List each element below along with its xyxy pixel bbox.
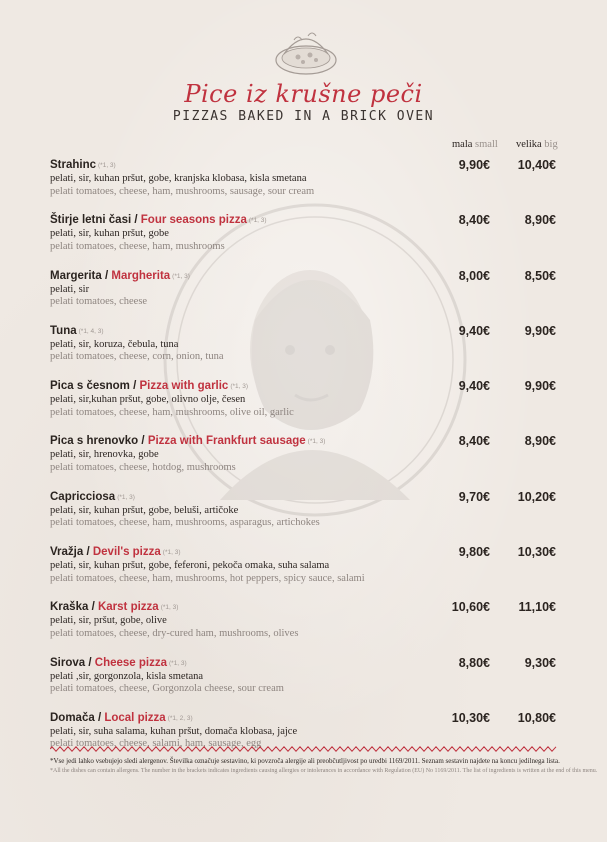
item-ingredients-si: pelati, sir, suha salama, kuhan pršut, domača klobasa, jajce — [50, 725, 298, 737]
item-price-big: 10,20€ — [517, 489, 556, 504]
item-name-si: Pica s hrenovko — [50, 435, 139, 448]
item-name-line: Margerita / Margherita (*1, 3) — [50, 269, 190, 282]
item-name-si: Kraška — [50, 601, 89, 614]
item-allergens: (*1, 3) — [160, 604, 179, 612]
item-allergens: (*1, 3) — [162, 549, 181, 557]
item-name-si: Margerita — [50, 269, 102, 282]
item-name-line: Pica s česnom / Pizza with garlic (*1, 3) — [50, 380, 249, 393]
pizza-logo-icon — [272, 20, 340, 82]
page-title: Pice iz krušne peči — [184, 80, 423, 108]
item-ingredients-en: pelati tomatoes, cheese, ham, mushrooms — [50, 240, 225, 252]
item-ingredients-en: pelati tomatoes, cheese, ham, mushrooms, hot peppers, spicy sauce, salami — [50, 572, 365, 584]
item-price-big: 11,10€ — [518, 600, 556, 615]
item-name-si: Sirova — [50, 656, 86, 669]
item-ingredients-en: pelati tomatoes, cheese, ham, mushrooms, olive oil, garlic — [50, 406, 294, 418]
item-price-big: 10,30€ — [517, 545, 556, 560]
item-price-small: 9,40€ — [458, 323, 490, 338]
item-name-si: Vražja — [50, 546, 84, 559]
footnote-en: *All the dishes can contain allergens. The number in the brackets indicates ingredients causing allergies or intolerances in accordance with Regulation (EU) No 1169/2011. The list of ingredients is written at the end of this menu. — [50, 767, 598, 774]
item-name-line: Štirje letni časi / Four seasons pizza (*1, 3) — [50, 214, 267, 227]
item-allergens: (*1, 3) — [172, 272, 190, 280]
menu-item — [50, 656, 560, 711]
item-ingredients-en: pelati tomatoes, cheese, ham, mushrooms, asparagus, artichokes — [50, 517, 320, 529]
column-header-small-en: small — [475, 139, 498, 150]
item-price-small: 8,40€ — [458, 434, 490, 449]
item-price-small: 9,90€ — [458, 158, 490, 172]
menu-item — [50, 434, 560, 489]
menu-item — [50, 213, 560, 268]
footnote-si: *Vse jedi lahko vsebujejo sledi alergenov. Številka označuje sestavino, ki povzroča alergije ali preobčutljivost po uredbi 1169/2011. Seznam sestavin najdete na koncu jedilnega lista. — [50, 757, 560, 765]
item-price-big: 9,90€ — [524, 323, 556, 338]
item-allergens: (*1, 3) — [169, 659, 187, 667]
item-ingredients-si: pelati, sir — [50, 283, 90, 295]
item-allergens: (*1, 3) — [230, 383, 249, 391]
item-ingredients-si: pelati, sir, kuhan pršut, gobe — [50, 228, 169, 240]
menu-item-list — [50, 158, 560, 766]
menu-item — [50, 158, 560, 213]
item-ingredients-si: pelati, sir, kuhan pršut, gobe, beluši, artičoke — [50, 504, 239, 516]
menu-item — [50, 379, 560, 434]
item-name-en: Pizza with garlic — [139, 380, 229, 393]
item-ingredients-si: pelati, sir, kuhan pršut, gobe, feferoni, pekoča omaka, suha salama — [50, 560, 330, 572]
item-name-line: Vražja / Devil's pizza (*1, 3) — [50, 546, 181, 559]
item-ingredients-en: pelati tomatoes, cheese — [50, 296, 148, 308]
item-name-en: Karst pizza — [97, 601, 159, 614]
wavy-divider — [50, 746, 557, 752]
item-ingredients-en: pelati tomatoes, cheese, Gorgonzola cheese, sour cream — [50, 683, 284, 695]
allergen-footnote — [50, 757, 598, 776]
item-name-en: Pizza with Frankfurt sausage — [147, 435, 306, 448]
item-name-en: Devil's pizza — [92, 546, 161, 559]
item-ingredients-en: pelati tomatoes, cheese, ham, mushrooms, sausage, sour cream — [50, 185, 315, 197]
item-price-big: 8,90€ — [524, 213, 556, 228]
item-ingredients-en: pelati tomatoes, cheese, corn, onion, tuna — [50, 351, 224, 363]
item-name-line: Sirova / Cheese pizza (*1, 3) — [50, 656, 187, 669]
item-price-big: 10,40€ — [517, 158, 556, 172]
item-name-si: Strahinc — [50, 159, 97, 171]
item-name-si: Tuna — [50, 324, 77, 337]
item-name-en: Local pizza — [104, 711, 166, 724]
item-allergens: (*1, 3) — [117, 493, 135, 501]
item-allergens: (*1, 3) — [307, 438, 326, 446]
item-price-small: 8,00€ — [458, 268, 490, 283]
item-name-en: Four seasons pizza — [140, 214, 247, 227]
item-price-small: 8,40€ — [458, 213, 490, 228]
item-price-big: 10,80€ — [517, 710, 556, 725]
item-price-big: 8,50€ — [524, 268, 556, 283]
item-ingredients-si: pelati, sir, koruza, čebula, tuna — [50, 338, 179, 350]
column-header-small — [452, 139, 498, 150]
item-price-big: 9,90€ — [524, 379, 556, 394]
item-price-small: 10,30€ — [451, 710, 490, 725]
menu-item — [50, 490, 560, 545]
item-name-line: Domača / Local pizza (*1, 2, 3) — [50, 711, 193, 724]
item-allergens: (*1, 2, 3) — [167, 714, 193, 722]
item-name-si: Capricciosa — [50, 490, 116, 503]
item-name-en: Margherita — [111, 269, 171, 282]
item-ingredients-si: pelati, sir, hrenovka, gobe — [50, 449, 159, 461]
item-name-line: Kraška / Karst pizza (*1, 3) — [50, 601, 179, 614]
item-allergens: (*1, 4, 3) — [78, 327, 104, 335]
menu-item — [50, 545, 560, 600]
column-header-big-si: velika — [516, 139, 542, 150]
item-price-small: 9,40€ — [458, 379, 490, 394]
item-ingredients-en: pelati tomatoes, cheese, dry-cured ham, mushrooms, olives — [50, 627, 299, 639]
item-price-small: 9,70€ — [458, 489, 490, 504]
item-ingredients-si: pelati, sir, pršut, gobe, olive — [50, 615, 167, 627]
item-price-small: 10,60€ — [451, 600, 490, 615]
item-price-big: 8,90€ — [524, 434, 556, 449]
item-ingredients-si: pelati ,sir, gorgonzola, kisla smetana — [50, 670, 204, 682]
item-ingredients-en: pelati tomatoes, cheese, hotdog, mushrooms — [50, 461, 236, 473]
menu-item — [50, 324, 560, 379]
item-ingredients-si: pelati, sir,kuhan pršut, gobe, olivno olje, česen — [50, 394, 246, 406]
item-price-small: 8,80€ — [458, 655, 490, 670]
item-price-big: 9,30€ — [524, 655, 556, 670]
item-name-line: Pica s hrenovko / Pizza with Frankfurt sausage (*1, 3) — [50, 435, 326, 448]
item-name-si: Štirje letni časi — [50, 214, 132, 227]
item-price-small: 9,80€ — [458, 545, 490, 560]
item-allergens: (*1, 3) — [248, 217, 267, 225]
menu-item — [50, 600, 560, 655]
menu-item — [50, 269, 560, 324]
item-name-en: Cheese pizza — [94, 656, 167, 669]
item-ingredients-si: pelati, sir, kuhan pršut, gobe, kranjska klobasa, kisla smetana — [50, 173, 307, 184]
column-header-small-si: mala — [452, 139, 473, 150]
page-subtitle: PIZZAS BAKED IN A BRICK OVEN — [172, 109, 435, 124]
column-header-big — [516, 139, 558, 150]
item-name-si: Pica s česnom — [50, 380, 130, 393]
item-ingredients-en: pelati tomatoes, cheese, salami, ham, sausage, egg — [50, 738, 262, 750]
column-header-big-en: big — [544, 139, 558, 150]
item-name-si: Domača — [50, 711, 95, 724]
item-allergens: (*1, 3) — [98, 162, 116, 169]
